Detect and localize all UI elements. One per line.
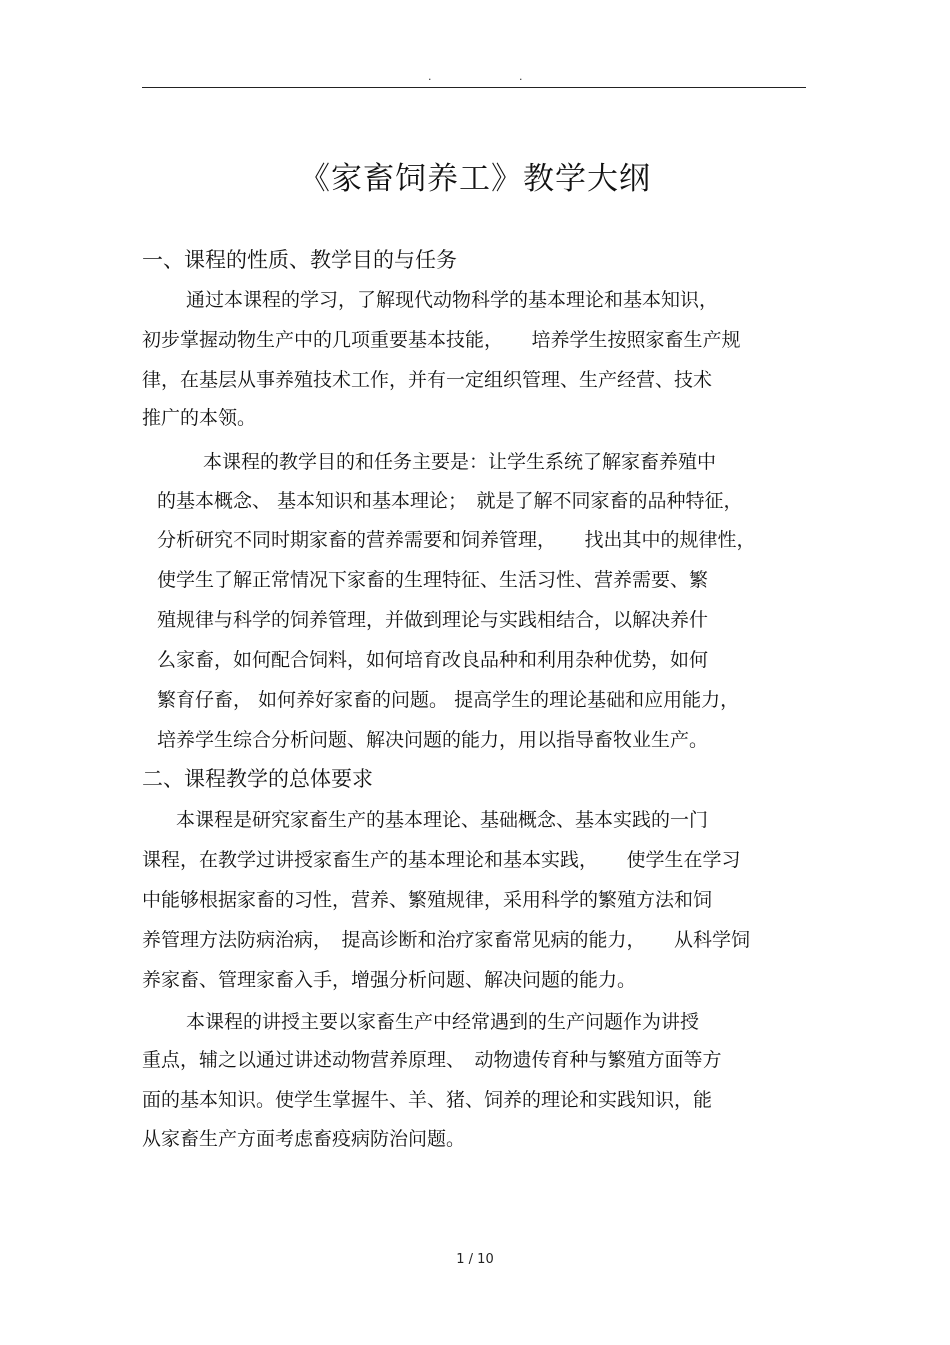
- text-line: 中能够根据家畜的习性，营养、繁殖规律，采用科学的繁殖方法和饲: [142, 889, 713, 911]
- text-line: 从家畜生产方面考虑畜疫病防治问题。: [142, 1128, 466, 1150]
- text-line: 重点，辅之以通过讲述动物营养原理、 动物遗传育种与繁殖方面等方: [142, 1049, 722, 1071]
- text-line: 本课程是研究家畜生产的基本理论、基础概念、基本实践的一门: [176, 809, 709, 831]
- text-line: 么家畜，如何配合饲料，如何培育改良品种和利用杂种优势，如何: [157, 649, 709, 671]
- text-line: 通过本课程的学习，了解现代动物科学的基本理论和基本知识，: [186, 289, 719, 311]
- page-number: 1 / 10: [456, 1252, 494, 1267]
- text-line: 殖规律与科学的饲养管理，并做到理论与实践相结合，以解决养什: [157, 609, 709, 631]
- header-mark-right: .: [519, 70, 523, 83]
- text-line: 推广的本领。: [142, 407, 257, 429]
- text-line: 养家畜、管理家畜入手，增强分析问题、解决问题的能力。: [142, 969, 637, 991]
- text-line: 本课程的讲授主要以家畜生产中经常遇到的生产问题作为讲授: [186, 1011, 700, 1033]
- text-line: 本课程的教学目的和任务主要是：让学生系统了解家畜养殖中: [203, 451, 717, 473]
- document-title: 《家畜饲养工》教学大纲: [299, 161, 651, 197]
- text-line: 面的基本知识。使学生掌握牛、羊、猪、饲养的理论和实践知识，能: [142, 1089, 713, 1111]
- header-mark-left: .: [428, 70, 432, 83]
- text-line: 繁育仔畜， 如何养好家畜的问题。 提高学生的理论基础和应用能力，: [157, 689, 740, 711]
- text-line: 初步掌握动物生产中的几项重要基本技能， 培养学生按照家畜生产规: [142, 329, 741, 351]
- section-heading-2: 二、课程教学的总体要求: [142, 767, 373, 791]
- header-rule: [142, 87, 806, 88]
- text-line: 律，在基层从事养殖技术工作，并有一定组织管理、生产经营、技术: [142, 369, 713, 391]
- text-line: 课程，在教学过讲授家畜生产的基本理论和基本实践， 使学生在学习: [142, 849, 741, 871]
- text-line: 使学生了解正常情况下家畜的生理特征、生活习性、营养需要、繁: [157, 569, 709, 591]
- page-header-marks: [0, 70, 950, 84]
- text-line: 培养学生综合分析问题、解决问题的能力，用以指导畜牧业生产。: [157, 729, 709, 751]
- text-line: 分析研究不同时期家畜的营养需要和饲养管理， 找出其中的规律性，: [157, 529, 756, 551]
- text-line: 养管理方法防病治病， 提高诊断和治疗家畜常见病的能力， 从科学饲: [142, 929, 751, 951]
- text-line: 的基本概念、 基本知识和基本理论； 就是了解不同家畜的品种特征，: [157, 490, 743, 512]
- section-heading-1: 一、课程的性质、教学目的与任务: [142, 248, 457, 272]
